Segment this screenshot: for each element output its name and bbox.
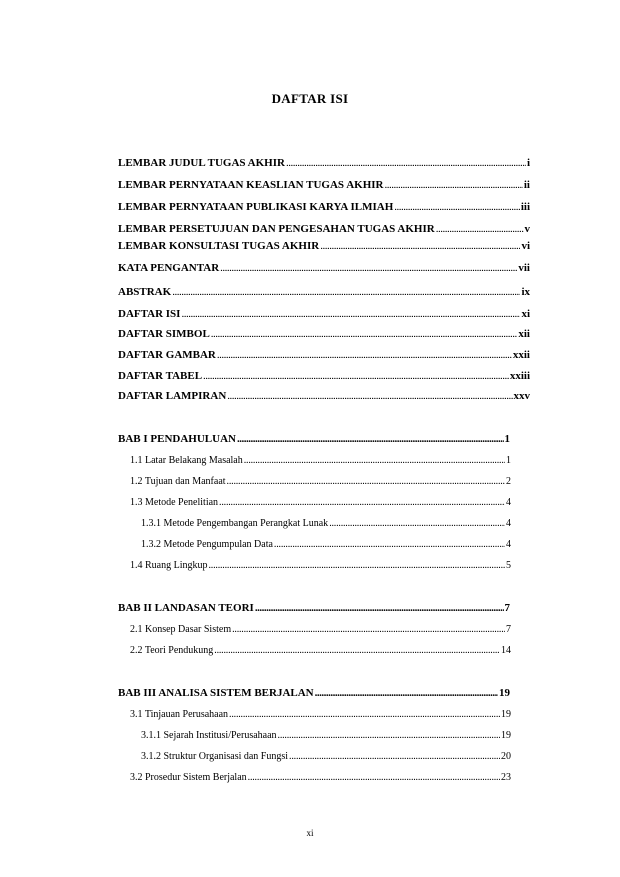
leader-dots [172, 284, 520, 300]
toc-entry-page: xii [518, 328, 530, 340]
toc-section-label: 1.1 Latar Belakang Masalah [130, 455, 243, 466]
leader-dots [274, 537, 505, 553]
leader-dots [394, 199, 520, 215]
toc-subsection-label: 3.1.2 Struktur Organisasi dan Fungsi [141, 751, 289, 762]
toc-section-page: 2 [506, 476, 511, 487]
leader-dots [227, 388, 512, 404]
toc-entry-label: KATA PENGANTAR [118, 262, 220, 274]
leader-dots [209, 558, 506, 574]
toc-subsection-page: 19 [501, 730, 511, 741]
toc-entry[interactable] [118, 284, 530, 300]
toc-entry[interactable] [118, 238, 530, 254]
toc-subsection-label: 3.1.1 Sejarah Institusi/Perusahaan [141, 730, 277, 741]
toc-subsection[interactable] [141, 516, 511, 532]
toc-chapter[interactable] [118, 685, 510, 701]
toc-entry[interactable] [118, 347, 530, 363]
toc-entry-label: LEMBAR JUDUL TUGAS AKHIR [118, 157, 285, 169]
toc-section[interactable] [130, 495, 511, 511]
toc-subsection-label: 1.3.1 Metode Pengembangan Perangkat Lunak [141, 518, 329, 529]
leader-dots [232, 622, 505, 638]
leader-dots [237, 431, 504, 447]
toc-entry-page: iii [520, 201, 530, 213]
leader-dots [436, 221, 524, 237]
toc-entry[interactable] [118, 388, 530, 404]
toc-section[interactable] [130, 453, 511, 469]
leader-dots [255, 600, 504, 616]
toc-section[interactable] [130, 707, 511, 723]
leader-dots [248, 770, 500, 786]
leader-dots [203, 368, 509, 384]
toc-section-label: 1.2 Tujuan dan Manfaat [130, 476, 226, 487]
toc-entry[interactable] [118, 368, 530, 384]
toc-section-page: 1 [506, 455, 511, 466]
toc-section-page: 4 [506, 497, 511, 508]
toc-entry-label: DAFTAR LAMPIRAN [118, 390, 227, 402]
toc-chapter-label: BAB I PENDAHULUAN [118, 433, 236, 445]
toc-entry-label: DAFTAR TABEL [118, 370, 203, 382]
toc-entry-label: LEMBAR PERSETUJUAN DAN PENGESAHAN TUGAS AKHIR [118, 223, 435, 235]
leader-dots [320, 238, 520, 254]
toc-chapter[interactable] [118, 431, 510, 447]
leader-dots [286, 155, 526, 171]
leader-dots [227, 474, 505, 490]
toc-section[interactable] [130, 622, 511, 638]
toc-entry-page: xi [521, 308, 530, 320]
toc-subsection[interactable] [141, 537, 511, 553]
leader-dots [181, 306, 520, 322]
toc-subsection[interactable] [141, 749, 511, 765]
toc-entry[interactable] [118, 221, 530, 237]
toc-section[interactable] [130, 474, 511, 490]
leader-dots [211, 326, 518, 342]
toc-entry-page: xxii [512, 349, 530, 361]
toc-entry-label: DAFTAR GAMBAR [118, 349, 216, 361]
toc-entry[interactable] [118, 177, 530, 193]
toc-entry[interactable] [118, 260, 530, 276]
toc-subsection-label: 1.3.2 Metode Pengumpulan Data [141, 539, 273, 550]
toc-section-label: 3.1 Tinjauan Perusahaan [130, 709, 229, 720]
toc-entry-label: LEMBAR PERNYATAAN KEASLIAN TUGAS AKHIR [118, 179, 384, 191]
toc-entry[interactable] [118, 326, 530, 342]
toc-entry-page: ii [523, 179, 530, 191]
toc-section-label: 2.1 Konsep Dasar Sistem [130, 624, 232, 635]
toc-entry-page: v [524, 223, 530, 235]
toc-subsection-page: 20 [501, 751, 511, 762]
toc-section-page: 19 [501, 709, 511, 720]
toc-chapter-page: 1 [504, 433, 510, 445]
toc-chapter-page: 7 [504, 602, 510, 614]
toc-section[interactable] [130, 558, 511, 574]
toc-entry-label: DAFTAR SIMBOL [118, 328, 210, 340]
toc-entry-label: ABSTRAK [118, 286, 172, 298]
page-number: xi [306, 828, 314, 838]
toc-section-label: 1.4 Ruang Lingkup [130, 560, 208, 571]
toc-entry-label: DAFTAR ISI [118, 308, 181, 320]
toc-entry[interactable] [118, 155, 530, 171]
toc-section[interactable] [130, 770, 511, 786]
toc-section-page: 23 [501, 772, 511, 783]
toc-section-label: 3.2 Prosedur Sistem Berjalan [130, 772, 247, 783]
toc-entry[interactable] [118, 306, 530, 322]
toc-chapter-label: BAB II LANDASAN TEORI [118, 602, 254, 614]
toc-section-label: 1.3 Metode Penelitian [130, 497, 219, 508]
toc-entry-page: ix [521, 286, 530, 298]
leader-dots [244, 453, 505, 469]
toc-entry-page: i [526, 157, 530, 169]
toc-section-page: 14 [501, 645, 511, 656]
toc-chapter[interactable] [118, 600, 510, 616]
toc-entry-page: xxv [513, 390, 530, 402]
toc-chapter-page: 19 [499, 687, 510, 699]
leader-dots [384, 177, 522, 193]
page-title: DAFTAR ISI [271, 91, 349, 106]
toc-entry-page: vii [518, 262, 530, 274]
toc-section-page: 5 [506, 560, 511, 571]
leader-dots [219, 495, 505, 511]
leader-dots [315, 685, 498, 701]
toc-section-label: 2.2 Teori Pendukung [130, 645, 214, 656]
toc-section[interactable] [130, 643, 511, 659]
leader-dots [329, 516, 505, 532]
toc-subsection-page: 4 [506, 539, 511, 550]
toc-entry-label: LEMBAR KONSULTASI TUGAS AKHIR [118, 240, 320, 252]
leader-dots [220, 260, 517, 276]
toc-entry-page: vi [521, 240, 530, 252]
leader-dots [289, 749, 500, 765]
leader-dots [229, 707, 500, 723]
toc-section-page: 7 [506, 624, 511, 635]
leader-dots [278, 728, 500, 744]
toc-entry-label: LEMBAR PERNYATAAN PUBLIKASI KARYA ILMIAH [118, 201, 394, 213]
toc-subsection[interactable] [141, 728, 511, 744]
toc-subsection-page: 4 [506, 518, 511, 529]
toc-entry-page: xxiii [509, 370, 530, 382]
leader-dots [217, 347, 512, 363]
toc-chapter-label: BAB III ANALISA SISTEM BERJALAN [118, 687, 314, 699]
toc-entry[interactable] [118, 199, 530, 215]
leader-dots [214, 643, 500, 659]
